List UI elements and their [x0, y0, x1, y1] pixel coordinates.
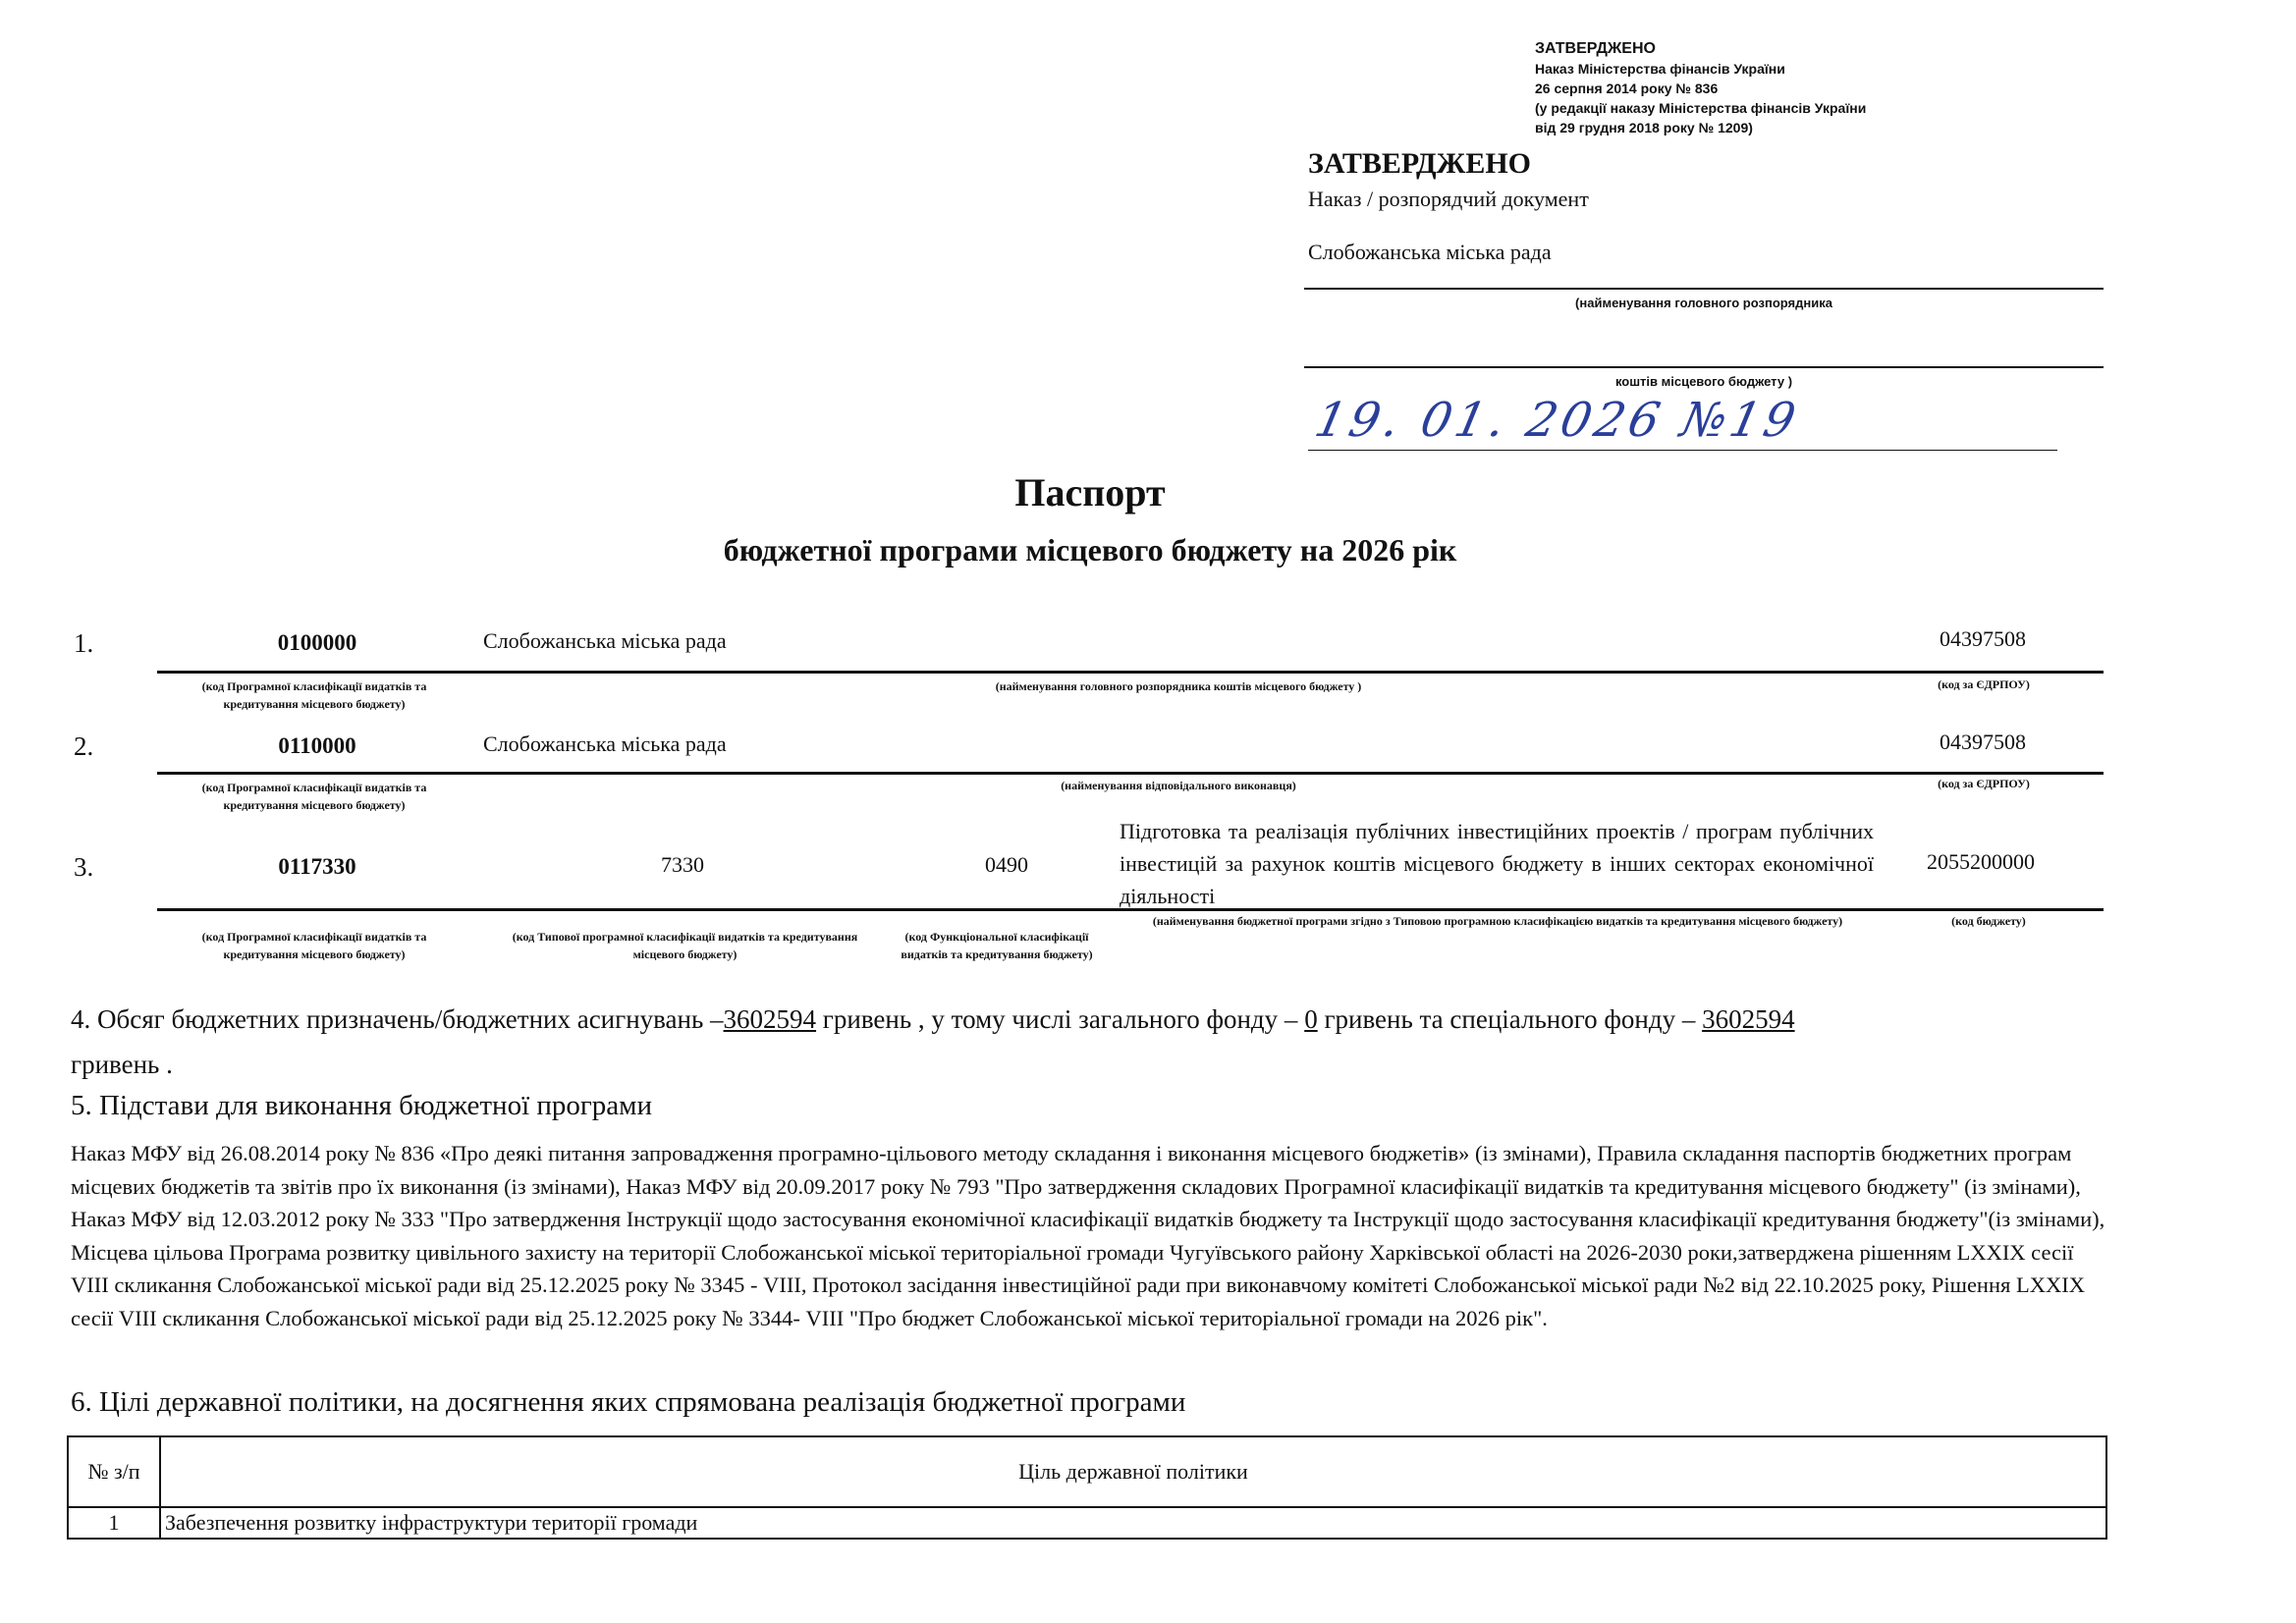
page-title: Паспорт: [1014, 470, 1166, 514]
typical-program-code: 7330: [661, 852, 704, 877]
divider: [157, 908, 2104, 911]
edrpou-code: 04397508: [1940, 730, 2026, 754]
caption: (найменування бюджетної програми згідно з Типовою програмною класифікацією видатків та кредитування місцевого бюджету): [1152, 914, 1843, 928]
header-approval-line: (у редакції наказу Міністерства фінансів України: [1535, 100, 1867, 116]
caption: (код Програмної класифікації видатків та кредитування місцевого бюджету): [201, 679, 427, 711]
program-code: 0100000: [277, 630, 357, 655]
handwritten-date-number: 19. 01. 2026 №19: [1310, 393, 1805, 448]
caption: (код Типової програмної класифікації видатків та кредитування місцевого бюджету): [512, 930, 858, 961]
text: гривень та спеціального фонду –: [1317, 1004, 1703, 1034]
caption: (код бюджету): [1951, 914, 2026, 928]
divider: [1308, 450, 2057, 451]
header-approval-line: Наказ Міністерства фінансів України: [1535, 61, 1785, 77]
edrpou-code: 04397508: [1940, 626, 2026, 651]
caption: (код Програмної класифікації видатків та кредитування місцевого бюджету): [201, 781, 427, 812]
caption: (найменування відповідального виконавця): [1061, 779, 1296, 792]
special-fund-amount: 3602594: [1702, 1004, 1795, 1034]
program-code: 0117330: [278, 854, 356, 879]
program-name: Підготовка та реалізація публічних інвестиційних проектів / програм публічних інвестицій за рахунок коштів місцевого бюджету в інших секторах економічної діяльності: [1120, 819, 1874, 908]
text: гривень .: [71, 1050, 173, 1079]
functional-code: 0490: [985, 852, 1028, 877]
caption: (найменування головного розпорядника коштів місцевого бюджету ): [995, 679, 1362, 693]
text: 4. Обсяг бюджетних призначень/бюджетних асигнувань –: [71, 1004, 724, 1034]
row-number: 3.: [74, 852, 94, 882]
total-amount: 3602594: [723, 1004, 817, 1034]
approval-document: Наказ / розпорядчий документ: [1308, 187, 1589, 211]
approval-title: ЗАТВЕРДЖЕНО: [1308, 147, 1531, 180]
caption: (код Функціональної класифікації видатків та кредитування бюджету): [901, 930, 1093, 961]
divider: [1304, 288, 2104, 290]
manager-name: Слобожанська міська рада: [483, 628, 727, 653]
caption: (код Програмної класифікації видатків та кредитування місцевого бюджету): [201, 930, 427, 961]
text: гривень , у тому числі загального фонду –: [816, 1004, 1305, 1034]
table-row: [68, 1507, 2106, 1539]
row-number: 1.: [74, 628, 94, 658]
general-fund-amount: 0: [1304, 1004, 1318, 1034]
column-header-number: № з/п: [68, 1436, 160, 1507]
column-header-goal: Ціль державної політики: [160, 1436, 2106, 1507]
approval-caption: (найменування головного розпорядника: [1575, 296, 1832, 310]
budget-code: 2055200000: [1927, 849, 2035, 874]
section-4-budget-amounts: [71, 997, 2105, 1087]
row-number: 1: [68, 1507, 160, 1539]
header-approval-line: 26 серпня 2014 року № 836: [1535, 81, 1719, 96]
goal-text: Забезпечення розвитку інфраструктури території громади: [160, 1507, 2106, 1539]
caption: (код за ЄДРПОУ): [1938, 777, 2030, 790]
caption: (код за ЄДРПОУ): [1938, 677, 2030, 691]
divider: [1304, 366, 2104, 368]
page-subtitle: бюджетної програми місцевого бюджету на 2026 рік: [723, 532, 1457, 568]
approval-caption: коштів місцевого бюджету ): [1614, 374, 1793, 389]
header-approval-title: ЗАТВЕРДЖЕНО: [1535, 40, 1656, 57]
approval-organization: Слобожанська міська рада: [1308, 240, 1552, 264]
header-approval-stamp: [1535, 39, 1866, 137]
row-number: 2.: [74, 731, 94, 761]
section-5-heading: 5. Підстави для виконання бюджетної програми: [71, 1090, 653, 1121]
divider: [157, 772, 2104, 775]
policy-goals-table: [67, 1435, 2107, 1540]
header-approval-line: від 29 грудня 2018 року № 1209): [1535, 120, 1753, 135]
section-5-text: Наказ МФУ від 26.08.2014 року № 836 «Про деякі питання запровадження програмно-цільового методу складання і виконання місцевого бюджетів» (із змінами), Правила складання паспортів бюджетних програм місцевих бюджетів та звітів про їх виконання (із змінами), Наказ МФУ від 20.09.2017 року № 793 "Про затвердження складових Програмної класифікації видатків та кредитування місцевого бюджету" (із змінами), Наказ МФУ від 12.03.2012 року № 333 "Про затвердження Інструкції щодо застосування економічної класифікації видатків бюджету та Інструкції щодо застосування класифікації кредитування бюджету"(із змінами), Місцева цільова Програма розвитку цивільного захисту на території Слобожанської міської територіальної громади Чугуївського району Харківської області на 2026-2030 роки,затверджена рішенням LXXIX сесії VIII скликання Слобожанської міської ради від 25.12.2025 року № 3345 - VIII, Протокол засідання інвестиційної ради при виконавчому комітеті Слобожанської міської ради №2 від 22.10.2025 року, Рішення LXXIX сесії VIII скликання Слобожанської міської ради від 25.12.2025 року № 3344- VIII "Про бюджет Слобожанської міської територіальної громади на 2026 рік".: [71, 1141, 2105, 1330]
executor-name: Слобожанська міська рада: [483, 731, 727, 756]
program-code: 0110000: [278, 733, 356, 758]
divider: [157, 671, 2104, 674]
section-6-heading: 6. Цілі державної політики, на досягнення яких спрямована реалізація бюджетної програми: [71, 1386, 1186, 1418]
